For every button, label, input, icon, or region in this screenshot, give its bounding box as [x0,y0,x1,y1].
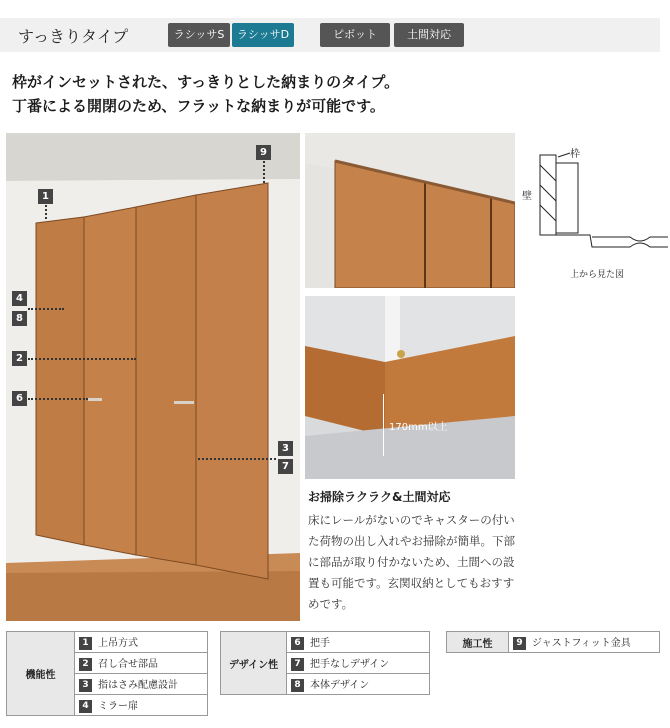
closet-doors [6,133,300,621]
marker-3-line [198,458,276,460]
marker-1-line [45,205,47,219]
marker-2-line [28,358,136,360]
category-kinousei: 機能性 [7,632,75,716]
table-row: 9 ジャストフィット金具 [509,632,660,653]
marker-3: 3 [278,441,293,456]
feature-title: お掃除ラクラク&土間対応 [308,490,451,504]
table-kinousei [6,631,208,716]
table-row: 6 把手 [287,632,430,653]
detail-photo-top [305,133,515,288]
main-photo [6,133,300,621]
marker-4: 4 [12,291,27,306]
tag-pivot: ピボット [320,23,390,47]
frame-label: 枠 [570,149,580,160]
table-row: 4 ミラー扉 [75,695,208,716]
tag-rasissa-d: ラシッサD [232,23,294,47]
table-design [220,631,430,695]
marker-6-line [28,398,88,400]
marker-1: 1 [38,189,53,204]
category-design: デザイン性 [221,632,287,695]
diagram-caption: 上から見た図 [570,270,625,280]
category-sekou: 施工性 [447,632,509,653]
top-view-diagram [520,135,668,285]
door-handle [88,398,102,401]
height-label: 170mm以上 [389,422,448,433]
marker-9: 9 [256,145,271,160]
tag-doma: 土間対応 [394,23,464,47]
lead-line-1: 枠がインセットされた、すっきりとした納まりのタイプ。 [12,73,400,91]
marker-4-line [28,308,64,310]
marker-6: 6 [12,391,27,406]
table-row: 8 本体デザイン [287,674,430,695]
door-handle [174,401,194,404]
detail-bottom-svg [305,296,515,479]
marker-2: 2 [12,351,27,366]
table-row: 7 把手なしデザイン [287,653,430,674]
marker-9-line [263,161,265,183]
tag-rasissa-s: ラシッサS [168,23,230,47]
table-sekou [446,631,660,653]
height-indicator [383,394,384,456]
marker-7: 7 [278,459,293,474]
wall-label: 壁 [522,191,532,202]
table-row: 1 上吊方式 [75,632,208,653]
table-row: 2 召し合せ部品 [75,653,208,674]
detail-top-svg [305,133,515,288]
page-title: すっきりタイプ [18,27,129,46]
marker-8: 8 [12,311,27,326]
top-view-svg [520,135,668,285]
lead-text [12,70,399,118]
detail-photo-bottom [305,296,515,479]
lead-line-2: 丁番による開閉のため、フラットな納まりが可能です。 [12,97,385,115]
feature-body: 床にレールがないのでキャスターの付いた荷物の出し入れやお掃除が簡単。下部に部品が取り付かないため、土間への設置も可能です。玄関収納としてもおすすめです。 [308,513,515,611]
table-row: 3 指はさみ配慮設計 [75,674,208,695]
